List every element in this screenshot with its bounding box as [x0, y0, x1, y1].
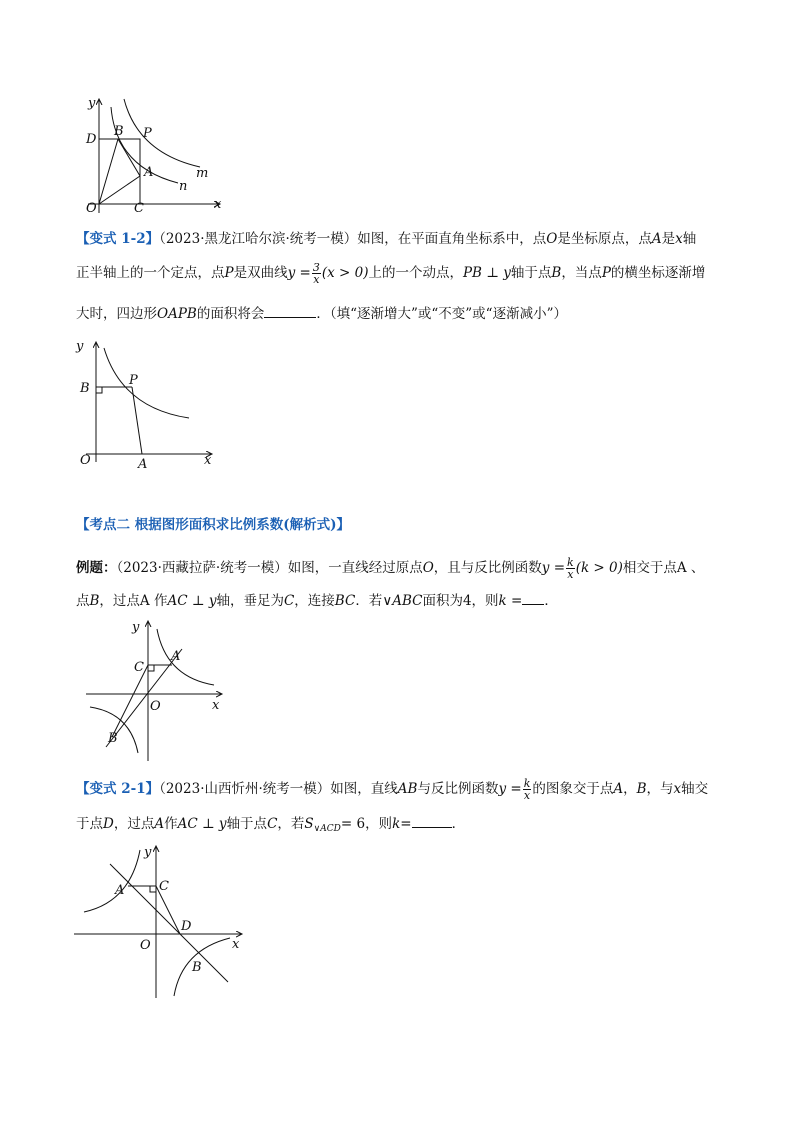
text: ，则: [365, 816, 393, 832]
label-y: y: [88, 96, 96, 111]
formula-k: k=: [392, 816, 412, 832]
variant-1-2-line2: [76, 262, 736, 285]
label-x: x: [212, 698, 220, 713]
formula-y: y =: [541, 560, 566, 576]
label-P: P: [143, 126, 152, 141]
label-B: B: [192, 960, 202, 975]
label-B: B: [114, 124, 124, 139]
text: 大时，四边形: [76, 306, 157, 322]
var-S: S: [304, 816, 314, 832]
formula-perp: AC ⊥ y: [177, 816, 227, 832]
text: ，且与反比例函数: [433, 560, 542, 576]
text: ．若: [355, 593, 383, 609]
numerator: 3: [312, 261, 320, 274]
fraction: [566, 557, 575, 580]
label-O: O: [80, 453, 91, 468]
text: 与反比例函数: [417, 781, 499, 797]
var-O: O: [422, 560, 434, 576]
text: ．: [544, 593, 558, 609]
variant-1-2-line1: [76, 232, 736, 246]
denominator: x: [567, 568, 574, 581]
var-B: B: [89, 593, 100, 609]
fraction: [312, 262, 321, 285]
text: 轴于点: [510, 265, 552, 281]
figure-3: [82, 617, 230, 763]
text: ，则: [471, 593, 499, 609]
formula-perp: AC ⊥ y: [167, 593, 217, 609]
var-C: C: [267, 816, 278, 832]
text: 轴于点: [226, 816, 268, 832]
seg-AB: [118, 139, 140, 176]
label-O: O: [150, 699, 161, 714]
text: 的图象交于点: [532, 781, 614, 797]
var-S-subscript: ∨ACD: [313, 824, 341, 834]
var-triangle: ∨ABC: [382, 593, 423, 609]
text: 轴，垂足为: [216, 593, 284, 609]
label-C: C: [134, 201, 144, 216]
label-O: O: [86, 201, 97, 216]
text: 如图，直线: [330, 781, 398, 797]
text: 的面积将会: [196, 306, 265, 322]
label-y: y: [144, 845, 152, 860]
source: （2023·山西忻州·统考一模）: [159, 781, 331, 797]
label-y: y: [76, 339, 84, 354]
text: ，过点A 作: [99, 593, 168, 609]
figure-4: [70, 842, 250, 1000]
example-line2: [76, 593, 736, 608]
var-A: A: [154, 816, 165, 832]
label-x: x: [204, 453, 212, 468]
line-AB: [110, 864, 228, 982]
formula-y: y =: [287, 265, 311, 281]
formula-k: k =: [498, 593, 523, 609]
var-D: D: [103, 816, 114, 832]
text: ，连接: [294, 593, 335, 609]
label-C: C: [134, 660, 144, 675]
seg-OA: [99, 176, 140, 204]
text: 是坐标原点，点: [557, 231, 652, 247]
hyperbola-branch-4: [174, 938, 230, 996]
var-P: P: [224, 265, 234, 281]
text: 正半轴上的一个定点，点: [76, 265, 225, 281]
var-A: A: [651, 231, 662, 247]
right-angle-mark: [148, 665, 154, 671]
text: 于点: [76, 816, 103, 832]
right-angle-mark: [96, 387, 102, 393]
rect-DBPC: [99, 139, 140, 204]
seg-OB: [99, 139, 118, 204]
example-line1: [76, 557, 736, 580]
label-O: O: [140, 938, 151, 953]
formula-y: y =: [498, 781, 522, 797]
text: ，若: [277, 816, 305, 832]
answer-blank[interactable]: [522, 593, 544, 605]
text: 相交于点A 、: [622, 560, 705, 576]
condition: (k > 0): [575, 560, 623, 576]
var-A: A: [613, 781, 624, 797]
right-angle-mark: [150, 886, 156, 892]
var-OAPB: OAPB: [157, 306, 197, 322]
text: ，: [623, 781, 637, 797]
answer-blank[interactable]: [412, 816, 452, 828]
source: （2023·黑龙江哈尔滨·统考一模）: [159, 231, 358, 247]
source: （2023·西藏拉萨·统考一模）: [116, 560, 288, 576]
text: 点: [76, 593, 90, 609]
label-D: D: [181, 919, 192, 934]
example-tag: 例题：: [76, 560, 117, 576]
text: 上的一个动点，: [368, 265, 463, 281]
denominator: x: [523, 789, 531, 802]
var-P: P: [601, 265, 611, 281]
var-BC: BC: [334, 593, 356, 609]
text: 是: [661, 231, 676, 247]
text: ，当点: [561, 265, 602, 281]
text: 的横坐标逐渐增: [610, 265, 706, 281]
text: 轴: [682, 231, 697, 247]
text: 是双曲线: [233, 265, 288, 281]
text: 面积为: [422, 593, 463, 609]
section-2-heading: 【考点二 根据图形面积求比例系数(解析式)】: [76, 517, 350, 533]
hyperbola: [104, 348, 189, 418]
denominator: x: [313, 273, 320, 286]
var-C: C: [283, 593, 295, 609]
label-P: P: [129, 373, 138, 388]
text: ．: [451, 816, 466, 832]
variant-2-1-line2: [76, 816, 736, 836]
numerator: k: [567, 556, 574, 569]
figure-2: [74, 336, 224, 472]
formula-eq: = 6: [340, 816, 366, 832]
hyperbola-branch-3: [90, 707, 138, 753]
label-C: C: [159, 879, 169, 894]
condition: (x > 0): [321, 265, 369, 281]
figure-1: [80, 95, 230, 220]
label-x: x: [214, 197, 222, 212]
var-O: O: [546, 231, 558, 247]
var-AB: AB: [397, 781, 418, 797]
label-A: A: [115, 883, 125, 898]
label-D: D: [86, 132, 97, 147]
variant-1-2-tag: 【变式 1-2】: [76, 231, 160, 247]
text: ，过点: [113, 816, 155, 832]
variant-2-1-line1: [76, 778, 736, 801]
seg-BC: [112, 665, 148, 737]
fraction: [523, 778, 532, 801]
label-A: A: [138, 457, 148, 472]
text: 轴交: [681, 781, 709, 797]
label-y: y: [132, 620, 140, 635]
var-x: x: [673, 781, 682, 797]
numerator: k: [523, 777, 531, 790]
text: 如图，一直线经过原点: [287, 560, 423, 576]
variant-1-2-line3: [76, 306, 736, 321]
text: ，与: [646, 781, 674, 797]
var-x: x: [675, 231, 683, 247]
label-x: x: [232, 937, 240, 952]
hyperbola-branch-2: [84, 850, 140, 912]
var-B: B: [551, 265, 562, 281]
text: ．（填“逐渐增大”或“不变”或“逐渐减小”）: [316, 306, 567, 322]
formula-perp: PB ⊥ y: [462, 265, 511, 281]
answer-blank[interactable]: [264, 306, 316, 318]
label-m: m: [196, 166, 209, 181]
hyperbola-branch-1: [157, 629, 214, 685]
variant-2-1-tag: 【变式 2-1】: [76, 781, 160, 797]
curve-m: [124, 99, 200, 167]
text: 作: [164, 816, 178, 832]
var-B: B: [636, 781, 647, 797]
label-B: B: [80, 381, 90, 396]
label-n: n: [179, 179, 188, 194]
label-B: B: [108, 731, 118, 746]
label-A: A: [171, 649, 181, 664]
label-A: A: [144, 165, 154, 180]
area-value: 4: [462, 593, 472, 609]
text: 如图，在平面直角坐标系中，点: [357, 231, 547, 247]
